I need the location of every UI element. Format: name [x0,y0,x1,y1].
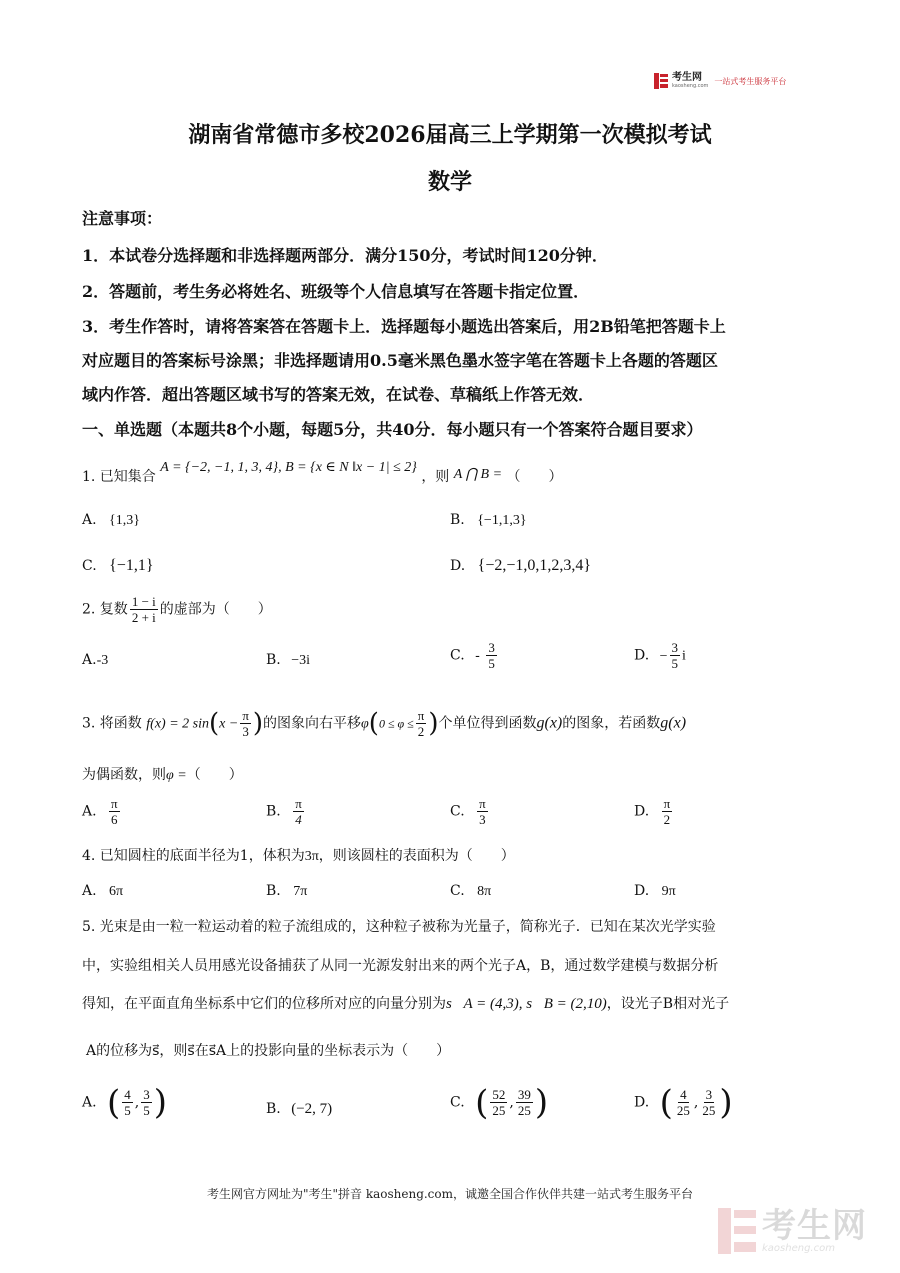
kaosheng-logo-icon [654,73,668,89]
q4-option-b-label: B. [266,883,281,899]
exam-subject: 数学 [427,169,472,195]
question-4 [82,847,515,866]
q5-option-c[interactable]: C. ( $\frac{52}{25}$ , $\frac{39}{25}$ ) [450,1082,549,1123]
q4-option-d-value: 9π [661,884,676,899]
q3-pi: π [242,708,249,723]
q4-option-a-value: 6π [109,884,124,899]
q1-paren: （ ） [506,469,563,485]
q5-line-3 [82,995,729,1013]
q2-option-d-unit: i [682,648,686,664]
q4-option-d[interactable] [634,882,676,901]
q2-fraction [130,594,158,625]
q3-option-b-fraction: $\frac{\pi}{4}$ [295,796,302,827]
q5-d-n1: 4 [680,1087,687,1102]
q1-option-b-label: B. [450,512,465,528]
q1-option-d-label: D. [450,558,466,574]
question-1: 1. 已知集合 A = {−2, −1, 1, 3, 4}, B = {x ∈ N ‖x − 1| ≤ 2} ，则 A ⋂ B = （ ） [82,460,563,485]
q5-option-b-value: (−2, 7) [291,1101,333,1117]
q3-condition: 0 ≤ φ ≤ [378,716,414,731]
q2-numerator: 1 − i [131,594,156,609]
q5-d-d2: 25 [702,1103,716,1118]
q3-option-d[interactable] [634,796,674,827]
q3-paren: （ ） [186,767,243,783]
q3-phi: φ [361,716,369,732]
q5-option-d-frac-1 [675,1087,692,1118]
q5-option-b[interactable] [266,1100,332,1118]
q4-option-b[interactable] [266,882,307,901]
q2-option-b[interactable] [266,651,310,670]
q3-argument: x − [219,716,239,732]
q2-option-c-label: C. [450,647,465,664]
notice-item-2: 2．答题前，考生务必将姓名、班级等个人信息填写在答题卡指定位置． [82,282,590,301]
q4-option-a-label: A. [82,883,97,899]
q3-option-d-denominator: 2 [663,812,671,827]
q3-g: g(x) [536,714,563,732]
q3-mid: 的图象向右平移 [263,715,362,732]
q4-option-c-label: C. [450,883,465,899]
q1-option-a-label: A. [82,512,97,528]
q4-stem: 4. 已知圆柱的底面半径为1，体积为 [82,848,305,864]
exam-title: 湖南省常德市多校2026届高三上学期第一次模拟考试 [188,122,712,148]
q3-option-c-fraction: $\frac{\pi}{3}$ [479,796,486,827]
section-heading: 一、单选题（本题共8个小题，每题5分，共40分．每小题只有一个答案符合题目要求） [82,420,703,439]
q5-c-d1: 25 [492,1103,506,1118]
notice-heading: 注意事项： [82,209,163,228]
q2-option-a[interactable] [82,651,108,670]
q2-option-c[interactable] [450,640,499,671]
q1-stem: 1. 已知集合 [82,469,156,485]
q5-option-c-label: C. [450,1094,465,1111]
q4-option-b-value: 7π [293,884,308,899]
q1-option-c[interactable] [82,557,154,575]
q3-option-c[interactable] [450,796,490,827]
logo-slogan: 一站式考生服务平台 [714,76,787,86]
q5-line-3-pre: 得知，在平面直角坐标系中它们的位移所对应的向量分别为 [82,996,446,1012]
q2-option-d-fraction [670,640,681,671]
q1-option-a[interactable] [82,511,140,530]
q3-option-c-denominator: 3 [479,812,486,827]
q2-option-c-denominator: 5 [488,656,495,671]
q3-option-a-denominator: 6 [111,812,118,827]
q2-denominator: 2 + i [131,610,156,625]
q3-option-b-denominator: 4 [295,812,302,827]
q3-stem: 3. 将函数 [82,715,142,732]
q4-option-c-value: 8π [477,884,492,899]
header-logo [654,73,786,89]
q5-a-n1: 4 [124,1087,131,1102]
q2-option-c-numerator: 3 [488,640,495,655]
q4-volume: 3π [304,849,319,864]
question-3-line-2 [82,766,243,785]
q3-option-b[interactable] [266,796,306,827]
q1-option-d-value: {−2,−1,0,1,2,3,4} [477,557,592,574]
q3-pi-over-3 [240,708,251,739]
q1-option-b-value: {−1,1,3} [477,513,527,528]
q5-line-2: 中，实验组相关人员用感光设备捕获了从同一光源发射出来的两个光子A，B，通过数学建模与数据分析 [82,958,719,974]
q2-option-b-value: −3i [291,653,310,668]
q2-stem: 2. 复数 [82,601,128,618]
q3-function: f(x) = 2 sin [146,716,209,732]
watermark-text: 考生网 [762,1205,867,1246]
q5-option-a-label: A. [82,1094,97,1111]
q4-option-a[interactable] [82,882,123,901]
q3-option-d-fraction: $\frac{\pi}{2}$ [663,796,671,827]
q1-set-a: A = {−2, −1, 1, 3, 4} [160,460,279,475]
q2-option-d-sign: − [659,648,668,664]
notice-item-3-line-3: 域内作答．超出答题区域书写的答案无效，在试卷、草稿纸上作答无效． [82,385,595,404]
q2-option-d-numerator: 3 [671,640,679,655]
q1-option-c-label: C. [82,558,97,574]
q3-option-a[interactable] [82,796,122,827]
q3-option-d-label: D. [634,803,650,820]
q3-pi-over-2: $\frac{\pi}{2}$ [417,708,425,739]
q5-line-3-post: ，设光子B相对光子 [606,996,730,1012]
q2-option-a-label: A. [82,652,97,668]
q1-option-a-value: {1,3} [109,513,140,528]
q5-option-c-frac-1 [490,1087,507,1118]
q5-line-1: 5. 光束是由一粒一粒运动着的粒子流组成的，这种粒子被称为光量子，简称光子．已知在某次光学实验 [82,919,716,935]
q2-option-a-value: -3 [96,653,109,668]
q5-option-d-frac-2 [700,1087,717,1118]
watermark [718,1205,867,1254]
q3-mid-3: 的图象，若函数 [562,715,661,732]
q3-phi-eq: φ = [166,768,187,783]
q2-option-d[interactable] [634,640,686,671]
q5-vectors: s⃗A = (4,3), s⃗B = (2,10) [446,996,607,1012]
q3-option-c-label: C. [450,803,465,820]
q3-option-a-fraction: $\frac{\pi}{6}$ [111,796,118,827]
watermark-sub: kaosheng.com [762,1242,835,1254]
q4-post: ，则该圆柱的表面积为（ ） [318,848,515,864]
q1-expr: A ⋂ B = [453,467,503,482]
q2-option-b-label: B. [266,652,281,668]
q5-c-n1: 52 [492,1087,506,1102]
q4-option-d-label: D. [634,883,650,899]
q1-set-b: B = {x ∈ N ‖x − 1| ≤ 2} [285,460,417,475]
question-2 [82,594,272,625]
kaosheng-watermark-icon [718,1208,756,1254]
q1-mid: ，则 [421,469,450,485]
q2-option-c-fraction [486,640,497,671]
q4-option-c[interactable] [450,882,491,901]
q5-option-d[interactable]: D. ( $\frac{4}{25}$ , $\frac{3}{25}$ ) [634,1082,733,1123]
notice-item-1: 1．本试卷分选择题和非选择题两部分．满分150分，考试时间120分钟． [82,246,608,265]
q5-option-c-frac-2 [516,1087,533,1118]
notice-item-3-line-2: 对应题目的答案标号涂黑；非选择题请用0.5毫米黑色墨水签字笔在答题卡上各题的答题区 [82,351,718,370]
q3-mid-2: 个单位得到函数 [438,715,537,732]
q3-two: 2 [417,724,425,739]
q5-c-d2: 25 [517,1103,531,1118]
q5-line-4: A的位移为s⃗，则s⃗在s⃗A上的投影向量的坐标表示为（ ） [86,1043,451,1059]
logo-domain: kaosheng.com [672,83,709,89]
q3-option-a-label: A. [82,803,97,820]
q2-option-d-label: D. [634,647,650,664]
notice-item-3-line-1: 3．考生作答时，请将答案答在答题卡上．选择题每小题选出答案后，用2B铅笔把答题卡上 [82,317,726,336]
q5-option-a-frac-1 [122,1087,133,1118]
q5-a-d1: 5 [124,1103,131,1118]
q5-a-d2: 5 [143,1103,150,1118]
q2-option-d-denominator: 5 [671,656,679,671]
q3-option-b-label: B. [266,803,281,820]
q5-option-d-label: D. [634,1094,650,1111]
q5-c-n2: 39 [517,1087,531,1102]
question-3-line-1: 3. 将函数 f(x) = 2 sin(x − $\frac{\pi}{3}$ )的图象向右平移φ(0 ≤ φ ≤ $\frac{\pi}{2}$ )个单位得到函数g(x)的图象，若函数g(x) [82,708,687,739]
q3-three: 3 [242,724,249,739]
q2-option-c-sign: - [475,647,480,664]
q5-a-n2: 3 [143,1087,150,1102]
q5-option-a[interactable]: A. ( $\frac{4}{5}$ , $\frac{3}{5}$ ) [82,1082,167,1123]
q1-option-b[interactable] [450,511,527,530]
q1-option-d[interactable] [450,557,591,575]
q5-option-a-frac-2 [141,1087,152,1118]
q5-option-b-label: B. [266,1101,281,1117]
q5-d-d1: 25 [676,1103,690,1118]
q3-line-2: 为偶函数，则 [82,767,166,783]
logo-name: 考生网 [672,72,702,83]
page-footer: 考生网官方网址为"考生"拼音 kaosheng.com，诚邀全国合作伙伴共建一站式考生服务平台 [206,1187,694,1201]
q1-option-c-value: {−1,1} [109,557,154,574]
q2-post: 的虚部为（ ） [159,601,272,618]
q5-d-n2: 3 [705,1087,713,1102]
